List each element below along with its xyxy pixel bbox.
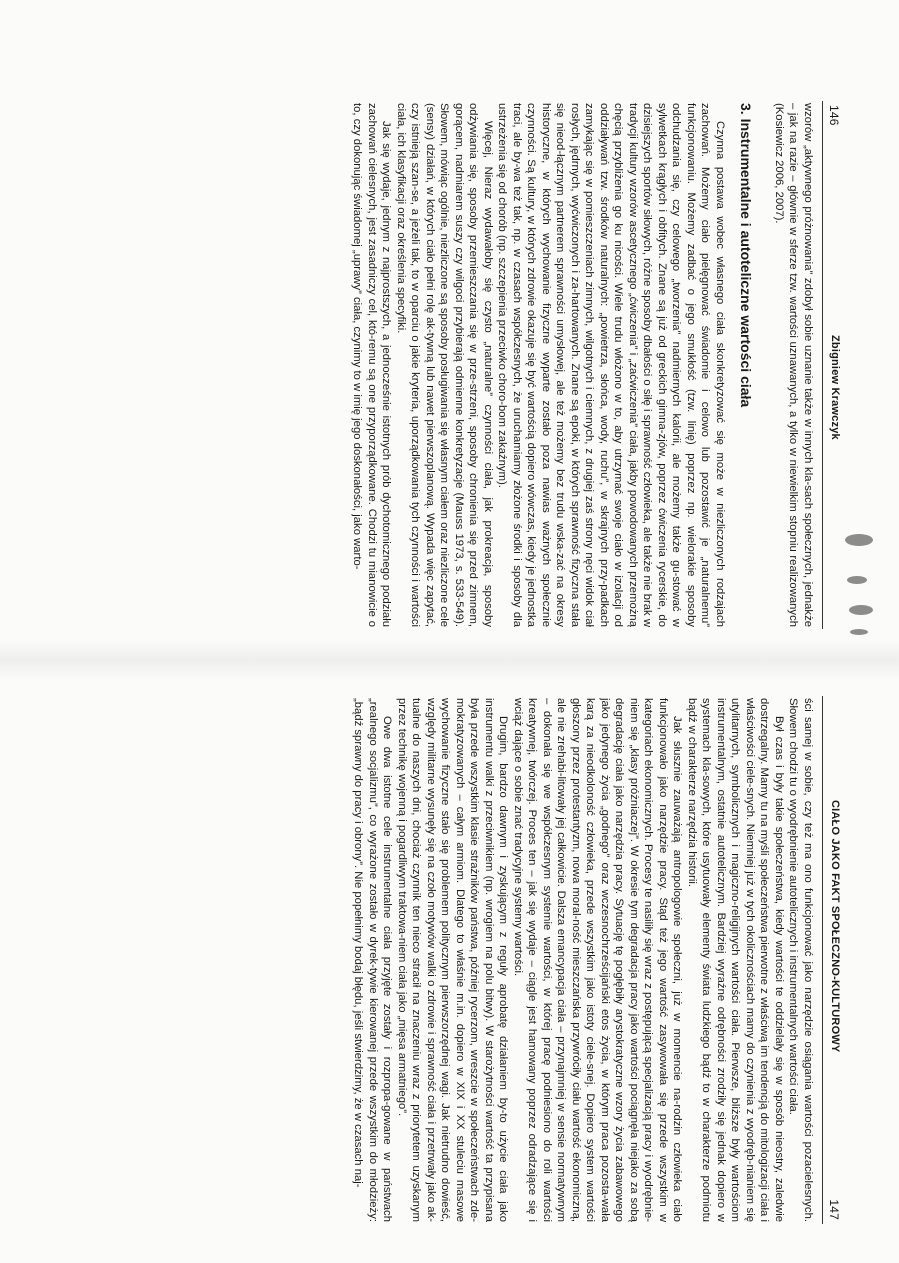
paragraph: wzorów „aktywnego próżnowania” zdobył sobie uznanie także w innych kla-sach społecznych, jednakże – jak na razie – głównie w sferze tzw. wartości uznawanych, a tylko w niewielkim stopniu realizowanych (Kosiewicz 2006, 2007). <box>773 103 814 627</box>
header-rule <box>822 101 823 629</box>
right-running-head <box>823 690 841 1230</box>
book-gutter <box>0 640 899 680</box>
header-rule <box>822 696 823 1224</box>
section-heading: 3. Instrumentalne i autoteliczne wartości ciała <box>738 103 755 408</box>
paragraph: Drugim, bardzo dawnym i zyskującym z reguły aprobatę działaniem by-to użycie ciała jako instrumentu walki z przeciwnikiem (np. wrogiem na polu bitwy). W starożytności wartość ta przypisana była przede wszystkim klasie strażników państwa, później rycerzom, wreszcie w społeczeństwach zde-mokratyzowanych – całym armiom. Dlatego to właśnie m.in. dopiero w XIX i XX stuleciu masowe wychowanie fizyczne stało się problemem politycznym pierwszorzędnej wagi. Jak nietrudno dowieść, względy militarne wysunęły się na czoło motywów walki o zdrowie i sprawność ciała i przetrwały jako ak-tualne do naszych dni, chociaż czynnik ten nieco stracił na znaczeniu wraz z priorytetem uzyskanym przez technikę wojenną i pogardliwym traktowa-niem ciała jako „mięsa armatniego”. <box>396 698 510 1222</box>
right-page-body <box>20 698 815 1222</box>
page-number: 146 <box>827 105 841 126</box>
paragraph: Więcej, Nieraz wydawałoby się czysto „naturalne” czynności ciała, jak prokreacja, sposoby odżywiania się, sposoby przemieszczania się w prze-strzeni, sposoby chronienia się przed zimnem, gorącem, nadmiarem suszy czy wilgoci przybierają odmienne konkretyzacje (Mauss 1973, s. 533-549). Słowem, mówiąc ogólnie, niezliczone są sposoby posługiwania się własnym ciałem oraz niezliczone cele (sensy) działań, w których ciało pełni rolę ak-tywną lub nawet pierwszoplanową. Wypada więc zapytać, czy istnieją szan-se, a jeżeli tak, to w oparciu o jakie kryteria, uporządkowania tych czynności i wartości ciała, ich klasyfikacji oraz określenia specyfiki. <box>395 103 494 627</box>
left-page-body <box>20 103 815 627</box>
paragraph: Jak słusznie zauważają antropologowie społeczni, już w momencie na-rodzin człowieka ciało funkcjonowało jako narzędzie pracy. Stąd też jego wartość zasywowała się przede wszystkim w kategoriach ekonomicznych. Procesy te nasiliły się wraz z postępującą specjalizacją pracy i wyodrębnie-niem się „klasy próżniaczej”. W okresie tym degradacja pracy jako wartości pociągnęła niejako za sobą degradację ciała jako narzędzia pracy. Sytuację tę pogłębiły arystokratyczne wzory życia zabawowego jako jedynego życia „godnego” oraz wczesnochrześcijański etos życia, w którym praca pozosta-wała karą za nieodkoloność człowieka, przede wszystkim jako istoty ciele-snej. Dopiero system wartości głoszony przez protestantyzm, nowa moral-ność mieszczańska przywróciły ciału wartość ekonomiczną, ale nie zrehabi-litowały jej całkowicie. Dalsza emancypacja ciała – przynajmniej w sensie normatywnym – dokonała się we współczesnym systemie wartości, w której pracę podniesiono do roli wartości kreatywnej, twórczej. Proces ten – jak się wydaje – ciągle jest hamowany poprzez odradzające się i wciąż dające o sobie znać tradycyjne systemy wartości. <box>512 698 684 1222</box>
paragraph: ści samej w sobie, czy też ma ono funkcjonować jako narzędzie osiągania wartości pozacielesnych. Słowem chodzi tu o wyodrębnienie autotelicznych i instrumentalnych wartości ciała. <box>787 698 814 1222</box>
scan-smudge <box>829 520 889 650</box>
paragraph: Czynna postawa wobec własnego ciała skonkretyzować się może w niezliczonych rodzajach zachowań. Możemy ciało pielęgnować świadomie i celowo lub pozostawić je „naturalnemu” funkcjonowaniu. Możemy zadbać o jego smukłość (tzw. linię) poprzez np. wielorakie sposoby odchudzania się, czy celowego „tworzenia” nadmiernych kalorii, ale możemy także gu-stować w sylwetkach krągłych i obfitych. Znane są już od greckich gimna-zjów, poprzez ćwiczenia rycerskie, do dzisiejszych sportów siłowych, różne sposoby dbałości o siłę i sprawność człowieka, ale także nie brak w tradycji kultury wzorów ascetycznego „ćwiczenia” i „zaćwiczenia” ciała, jakby powodowanych przemożną chęcią przybliżenia go ku nicości. Wiele trudu włożono w to, aby utrzymać swoje ciało w izolacji od oddziaływań tzw. środków naturalnych: „powietrza, słońca, wody, ruchu”, w skrajnych przy-padkach zamykając się w pomieszczeniach zimnych, wilgotnych i ciemnych, z drugiej zaś strony nęci widok ciał rosłych, jędrnych, wyćwiczonych i za-hartowanych. Znane są epoki, w których sprawność fizyczna stała się nieod-łącznym partnerem sprawności umysłowej, ale też możemy bez trudu wska-zać na okresy historyczne, w których wychowanie fizyczne wyparte zostało poza nawias ważnych społecznie czynności. Są kultury, w których zdrowie okazuje się być wartością dopiero wówczas, kiedy je jednostka traci, ale by-wa też tak, np. w czasach współczesnych, że uruchamiamy złożone środki i sposoby dla ustrzeżenia się od chorób (np. szczepienia przeciwko choro-bom zakaźnym). <box>496 103 726 627</box>
paragraph: Był czas i były takie społeczeństwa, kiedy wartości te oddzielały się w sposób nieostry, zaledwie dostrzegalny. Mamy tu na myśli społeczeństwa pierwotne z właściwą im tendencją do mitologizacji ciała i właściwości ciele-snych. Niemniej już w tych okolicznościach mamy do czynienia z wyodręb-nianiem się utylitarnych, symbolicznych i magiczno-religijnych wartości ciała. Pierwsze, bliższe były wartościom instrumentalnym, ostatnie autotelicznym. Bardziej wyraźne odrębności zrodziły się jednak dopiero w systemach kla-sowych, które usytuowały elementy świata ludzkiego bądź to w charakterze podmiotu bądź w charakterze narzędzia historii. <box>686 698 785 1222</box>
paragraph: Owe dwa istotne cele instrumentalne ciała przyjęte zostały i rozpropa-gowane w państwach „realnego socjalizmu”, co wyrażone zostało w dyrek-tywie kierowanej przede wszystkim do młodzieży: „bądź sprawny do pracy i obrony”. Nie popełnimy bodaj błędu, jeśli stwierdzimy, że w czasach naj- <box>352 698 394 1222</box>
right-page <box>0 690 899 1230</box>
chapter-title: CIAŁO JAKO FAKT SPOŁECZNO-KULTUROWY <box>829 800 841 1053</box>
left-page <box>0 95 899 635</box>
paragraph: Jak się wydaje, jednym z najprostszych, a jednocześnie istotnych prób dychotomicznego podziału zachowań cielesnych, jest zasadniczy cel, któ-remu są one przyporządkowane. Chodzi tu mianowicie o to, czy dokonując świadomej „uprawy” ciała, czynimy to w imię jego doskonałości, jako warto- <box>351 103 393 627</box>
page-number: 147 <box>827 1199 841 1220</box>
author-name: Zbigniew Krawczyk <box>829 335 841 440</box>
